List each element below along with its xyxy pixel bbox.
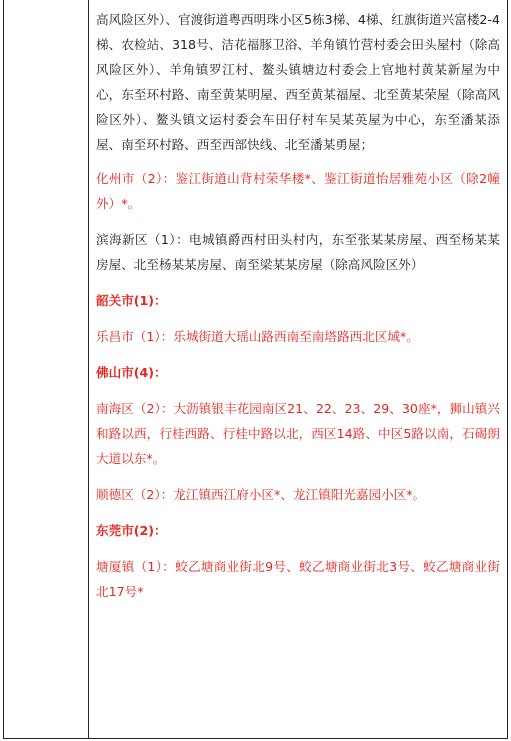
paragraph-binhai: 滨海新区（1）：电城镇爵西村田头村内，东至张某某房屋、西至杨某某房屋、北至杨某某房屋、南至梁某某房屋（除高风险区外）: [96, 232, 500, 272]
heading-foshan: 佛山市(4)：: [96, 365, 167, 380]
paragraph-shunde: 顺德区（2）：龙江镇西江府小区*、龙江镇阳光嘉园小区*。: [96, 487, 426, 502]
paragraph-huazhou: 化州市（2）：鉴江街道山背村荣华楼*、鉴江街道怡居雅苑小区（除2幢外）*。: [96, 171, 500, 211]
paragraph-lechang: 乐昌市（1）：乐城街道大瑶山路西南至南塔路西北区域*。: [96, 329, 419, 344]
table-cell-content: [96, 7, 500, 604]
paragraph-nanhai: 南海区（2）：大沥镇银丰花园南区21、22、23、29、30座*，狮山镇兴和路以西，行桂西路、行桂中路以北，西区14路、中区5路以南，石碣朗大道以东*。: [96, 401, 500, 466]
heading-dongguan: 东莞市(2)：: [96, 523, 167, 538]
heading-shaoguan: 韶关市(1)：: [96, 293, 167, 308]
paragraph-maoming-details: 高风险区外）、官渡街道粤西明珠小区5栋3梯、4梯、红旗街道兴富楼2-4梯、农检站、318号、洁花福豚卫浴、羊角镇竹营村委会田头屋村（除高风险区外）、羊角镇罗江村、鳌头镇塘边村委会上官地村黄某新屋为中心，东至环村路、南至黄某明屋、西至黄某福屋、北至黄某荣屋（除高风险区外）、鳌头镇文运村委会车田仔村车吴某英屋为中心，东至潘某添屋、南至环村路、西至西部快线、北至潘某勇屋；: [96, 12, 500, 152]
column-divider: [88, 0, 89, 739]
paragraph-tangxia: 塘厦镇（1）：蛟乙塘商业街北9号、蛟乙塘商业街北3号、蛟乙塘商业街北17号*: [96, 559, 500, 599]
